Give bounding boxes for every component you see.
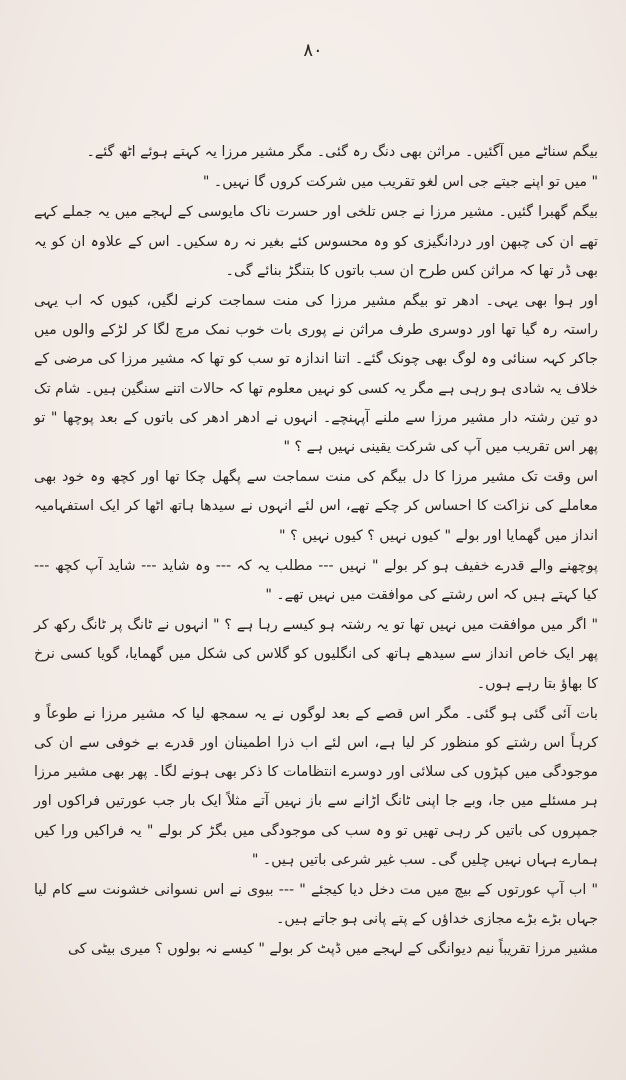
paragraph: " اگر میں موافقت میں نہیں تھا تو یہ رشتہ ہو کیسے رہا ہے ؟ " انہوں نے ٹانگ پر ٹانگ رکھ کر پھر ایک خاص انداز سے سیدھے ہاتھ کی انگلیوں کو گلاس کی شکل میں گھمایا، گویا کسی نرخ کا بھاؤ بتا رہے ہوں۔: [34, 617, 598, 692]
paragraph: بیگم گھبرا گئیں۔ مشیر مرزا نے جس تلخی اور حسرت ناک مایوسی کے لہجے میں یہ جملے کہے تھے ان کی چبھن اور دردانگیزی کو وہ محسوس کئے بغیر نہ رہ سکیں۔ اس کے علاوہ ان کو یہ بھی ڈر تھا کہ مراثن کس طرح ان سب باتوں کا بتنگڑ بنائے گی۔: [34, 204, 598, 279]
paragraph: بیگم سناٹے میں آگئیں۔ مراثن بھی دنگ رہ گئی۔ مگر مشیر مرزا یہ کہتے ہوئے اٹھ گئے۔: [86, 144, 598, 160]
paragraph: مشیر مرزا تقریباً نیم دیوانگی کے لہجے میں ڈپٹ کر بولے " کیسے نہ بولوں ؟ میری بیٹی کی: [67, 941, 598, 958]
page-number: ۸۰: [303, 40, 323, 61]
paragraph: بات آئی گئی ہو گئی۔ مگر اس قصے کے بعد لوگوں نے یہ سمجھ لیا کہ مشیر مرزا نے طوعاً و کرہاً اس رشتے کو منظور کر لیا ہے، اس لئے اب ذرا اطمینان اور قدرے بے خوفی سے ان کی موجودگی میں کپڑوں کی سلائی اور دوسرے انتظامات کا ذکر بھی ہونے لگا۔ پھر بھی مشیر مرزا ہر مسئلے میں جا، وبے جا اپنی ٹانگ اڑانے سے باز نہیں آتے مثلاً ایک بار جب عورتیں فراکوں اور جمپروں کی باتیں کر رہی تھیں تو وہ سب کی موجودگی میں بگڑ کر بولے " یہ فراکیں ورا کیں ہمارے ہہاں نہیں چلیں گی۔ سب غیر شرعی باتیں ہیں۔ ": [34, 705, 598, 868]
paragraph: اس وقت تک مشیر مرزا کا دل بیگم کی منت سماجت سے پگھل چکا تھا اور کچھ وہ خود بھی معاملے کی نزاکت کا احساس کر چکے تھے، اس لئے انہوں نے سیدھا ہاتھ اٹھا کر ایک استفہامیہ انداز میں گھمایا اور بولے " کیوں نہیں ؟ کیوں نہیں ؟ ": [34, 469, 598, 544]
paragraph: " اب آپ عورتوں کے بیچ میں مت دخل دیا کیجئے " --- بیوی نے اس نسوانی خشونت سے کام لیا جہاں بڑے بڑے مجازی خداؤں کے پتے پانی ہو جاتے ہیں۔: [34, 882, 598, 928]
body-text: [34, 138, 598, 965]
paragraph: " میں تو اپنے جیتے جی اس لغو تقریب میں شرکت کروں گا نہیں۔ ": [202, 174, 598, 191]
paragraph: پوچھنے والے قدرے خفیف ہو کر بولے " نہیں --- مطلب یہ کہ --- وہ شاید --- شاید آپ کچھ --- کیا کہتے ہیں کہ اس رشتے کی موافقت میں نہیں تھے۔ ": [34, 557, 598, 604]
paragraph: اور ہوا بھی یہی۔ ادھر تو بیگم مشیر مرزا کی منت سماجت کرنے لگیں، کیوں کہ اب یہی راستہ رہ گیا تھا اور دوسری طرف مراثن نے پوری بات خوب نمک مرچ لگا کر لڑکے والوں میں جاکر کہہ سنائی وہ لوگ بھی چونک گئے۔ اتنا اندازہ تو سب کو تھا کہ مشیر مرزا کی مرضی کے خلاف یہ شادی ہو رہی ہے مگر یہ کسی کو نہیں معلوم تھا کہ حالات اتنے سنگین ہیں۔ شام تک دو تین رشتہ دار مشیر مرزا سے ملنے آپہنچے۔ انہوں نے ادھر ادھر کی باتوں کے بعد پوچھا " تو پھر اس تقریب میں آپ کی شرکت یقینی نہیں ہے ؟ ": [34, 293, 598, 456]
